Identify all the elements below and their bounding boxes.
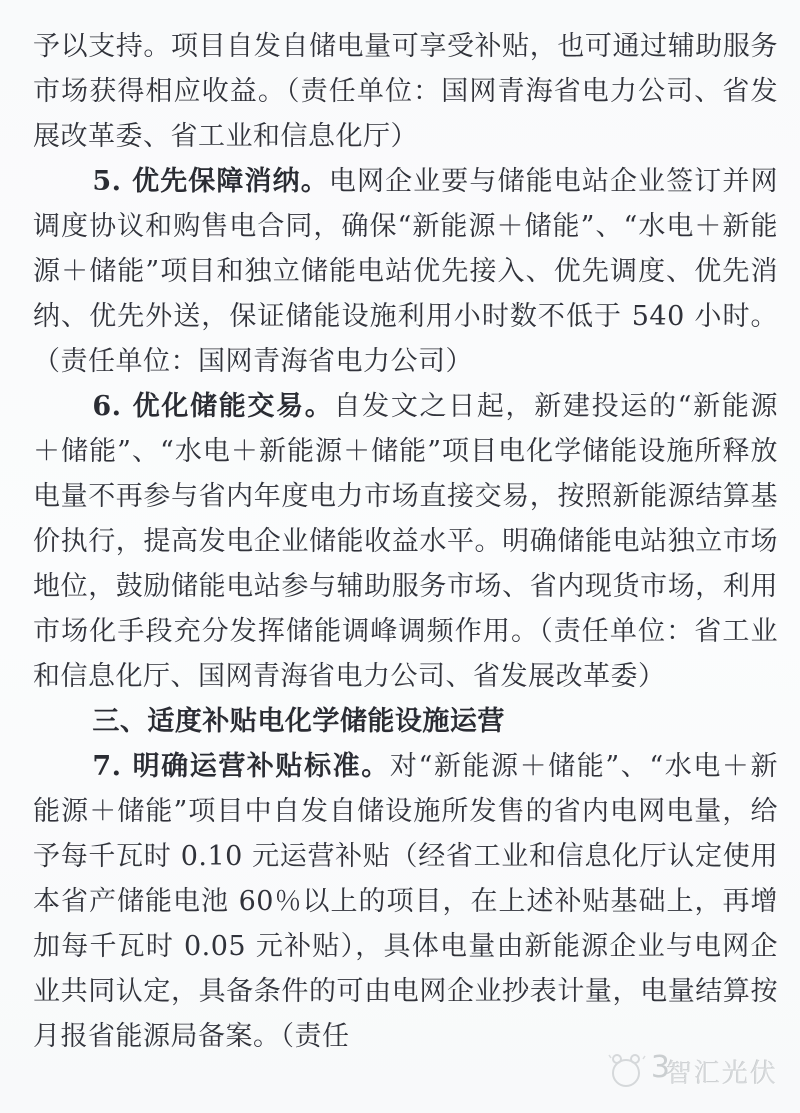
- document-body: [33, 24, 778, 1059]
- text-run: 对“新能源＋储能”、“水电＋新能源＋储能”项目中自发自储设施所发售的省内电网电量，给予每千瓦时 0.10 元运营补贴（经省工业和信息化厅认定使用本省产储能电池 60％以上的项目，在上述补贴基础上，再增加每千瓦时 0.05 元补贴），具体电量由新能源企业与电网企业共同认定，具备条件的可由电网企业抄表计量，电量结算按月报省能源局备案。（责任: [33, 751, 778, 1052]
- para-6-optimize-storage-trading: [33, 384, 778, 699]
- paragraph-lead-bold: 6. 优化储能交易。: [92, 391, 334, 422]
- footer-watermark: [605, 1051, 778, 1091]
- text-run: 自发文之日起，新建投运的“新能源＋储能”、“水电＋新能源＋储能”项目电化学储能设施所释放电量不再参与省内年度电力市场直接交易，按照新能源结算基价执行，提高发电企业储能收益水平。明确储能电站独立市场地位，鼓励储能电站参与辅助服务市场、省内现货市场，利用市场化手段充分发挥储能调峰调频作用。（责任单位：省工业和信息化厅、国网青海省电力公司、省发展改革委）: [33, 391, 778, 692]
- para-5-priority-consumption: [33, 159, 778, 384]
- paragraph-lead-bold: 7. 明确运营补贴标准。: [92, 751, 390, 782]
- section-3-heading: [33, 699, 778, 744]
- text-run: 予以支持。项目自发自储电量可享受补贴，也可通过辅助服务市场获得相应收益。（责任单位：国网青海省电力公司、省发展改革委、省工业和信息化厅）: [33, 31, 778, 152]
- para-4-continuation: [33, 24, 778, 159]
- paragraph-lead-bold: 三、适度补贴电化学储能设施运营: [92, 706, 505, 737]
- paragraph-lead-bold: 5. 优先保障消纳。: [92, 166, 329, 197]
- text-run: 电网企业要与储能电站企业签订并网调度协议和购售电合同，确保“新能源＋储能”、“水电＋新能源＋储能”项目和独立储能电站优先接入、优先调度、优先消纳、优先外送，保证储能设施利用小时数不低于 540 小时。（责任单位：国网青海省电力公司）: [33, 166, 778, 377]
- watermark-text: 智汇光伏: [665, 1058, 778, 1089]
- para-7-operation-subsidy-standard: [33, 744, 778, 1059]
- mascot-logo-icon: [605, 1051, 649, 1091]
- page-number: 3: [650, 1049, 670, 1085]
